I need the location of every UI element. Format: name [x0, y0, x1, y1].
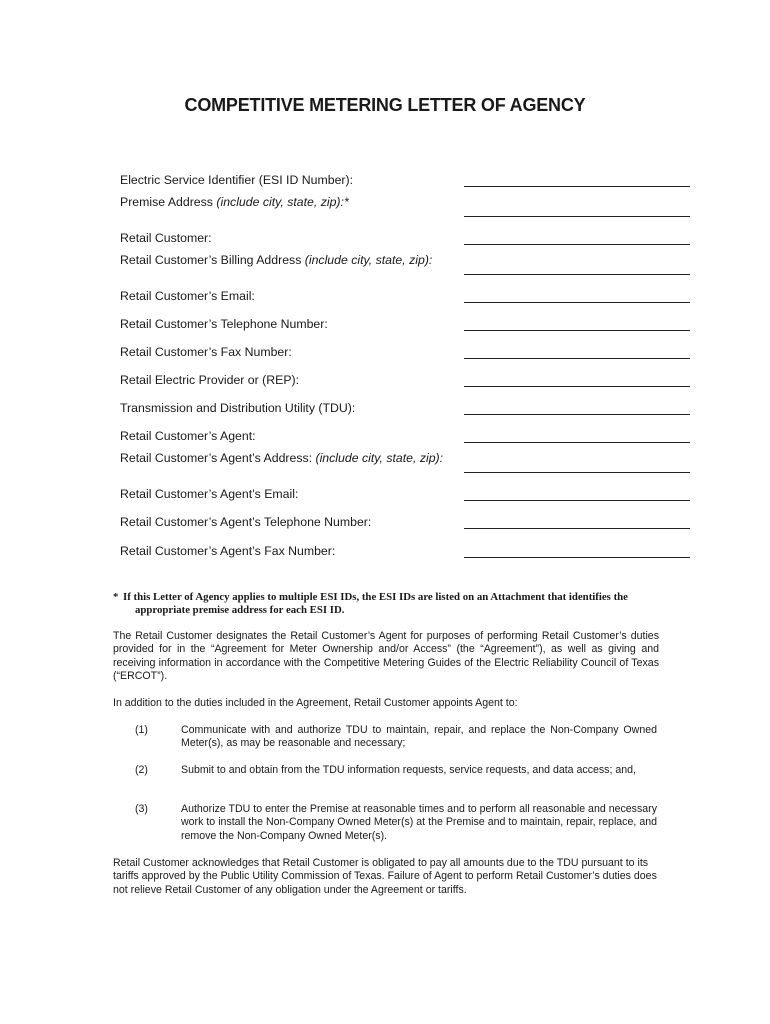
item-text: Submit to and obtain from the TDU information requests, service requests, and data access; and, — [181, 764, 636, 776]
field-label-retail-customer: Retail Customer: — [120, 231, 212, 245]
paragraph-appoints: In addition to the duties included in the Agreement, Retail Customer appoints Agent to: — [113, 697, 518, 709]
field-line-agent-address[interactable] — [464, 472, 690, 473]
field-line-esi-id[interactable] — [464, 186, 690, 187]
field-line-retail-customer[interactable] — [464, 244, 690, 245]
field-label-premise-address: Premise Address (include city, state, zip):* — [120, 195, 349, 209]
item-text: Communicate with and authorize TDU to maintain, repair, and replace the Non-Company Owned Meter(s), as may be reasonable and necessary; — [181, 724, 657, 750]
item-number: (3) — [135, 803, 148, 815]
field-label-agent-email: Retail Customer’s Agent’s Email: — [120, 487, 299, 501]
field-label-agent: Retail Customer’s Agent: — [120, 429, 256, 443]
field-label-tdu: Transmission and Distribution Utility (TDU): — [120, 401, 356, 415]
field-label-agent-address: Retail Customer’s Agent’s Address: (include city, state, zip): — [120, 451, 444, 465]
field-label-customer-email: Retail Customer’s Email: — [120, 289, 255, 303]
field-label-customer-fax: Retail Customer’s Fax Number: — [120, 345, 292, 359]
field-line-customer-telephone[interactable] — [464, 330, 690, 331]
field-line-agent-fax[interactable] — [464, 557, 690, 558]
footnote-star: * — [113, 591, 119, 603]
field-label-esi-id: Electric Service Identifier (ESI ID Number): — [120, 173, 354, 187]
field-line-agent[interactable] — [464, 442, 690, 443]
page-title: COMPETITIVE METERING LETTER OF AGENCY — [184, 95, 586, 115]
field-label-billing-address: Retail Customer’s Billing Address (include city, state, zip): — [120, 253, 433, 267]
paragraph-designation: The Retail Customer designates the Retail Customer’s Agent for purposes of performing Retail Customer’s duties provided for in the “Agreement for Meter Ownership and/or Access” (the “Agreement”), as well as giving and receiving information in accordance with the Competitive Metering Guides of the Electric Reliability Council of Texas (“ERCOT”). — [113, 630, 659, 683]
footnote-line1: If this Letter of Agency applies to multiple ESI IDs, the ESI IDs are listed on an Attachment that identifies the — [123, 591, 628, 603]
field-label-rep: Retail Electric Provider or (REP): — [120, 373, 300, 387]
field-line-tdu[interactable] — [464, 414, 690, 415]
item-number: (2) — [135, 764, 148, 776]
paragraph-acknowledgement: Retail Customer acknowledges that Retail Customer is obligated to pay all amounts due to the TDU pursuant to its tariffs approved by the Public Utility Commission of Texas. Failure of Agent to perform Retail Customer’s duties does not relieve Retail Customer of any obligation under the Agreement or tariffs. — [113, 857, 657, 896]
field-line-customer-email[interactable] — [464, 302, 690, 303]
field-line-agent-email[interactable] — [464, 500, 690, 501]
footnote-line2: appropriate premise address for each ESI ID. — [135, 604, 345, 616]
field-line-premise-address[interactable] — [464, 216, 690, 217]
item-number: (1) — [135, 724, 148, 736]
field-line-customer-fax[interactable] — [464, 358, 690, 359]
field-label-agent-fax: Retail Customer’s Agent’s Fax Number: — [120, 544, 336, 558]
field-label-agent-telephone: Retail Customer’s Agent’s Telephone Number: — [120, 515, 372, 529]
item-text: Authorize TDU to enter the Premise at reasonable times and to perform all reasonable and necessary work to install the Non-Company Owned Meter(s) at the Premise and to maintain, repair, replace, and remove the Non-Company Owned Meter(s). — [181, 803, 657, 842]
field-label-customer-telephone: Retail Customer’s Telephone Number: — [120, 317, 328, 331]
field-line-rep[interactable] — [464, 386, 690, 387]
field-line-agent-telephone[interactable] — [464, 528, 690, 529]
footnote — [113, 591, 663, 617]
field-line-billing-address[interactable] — [464, 274, 690, 275]
